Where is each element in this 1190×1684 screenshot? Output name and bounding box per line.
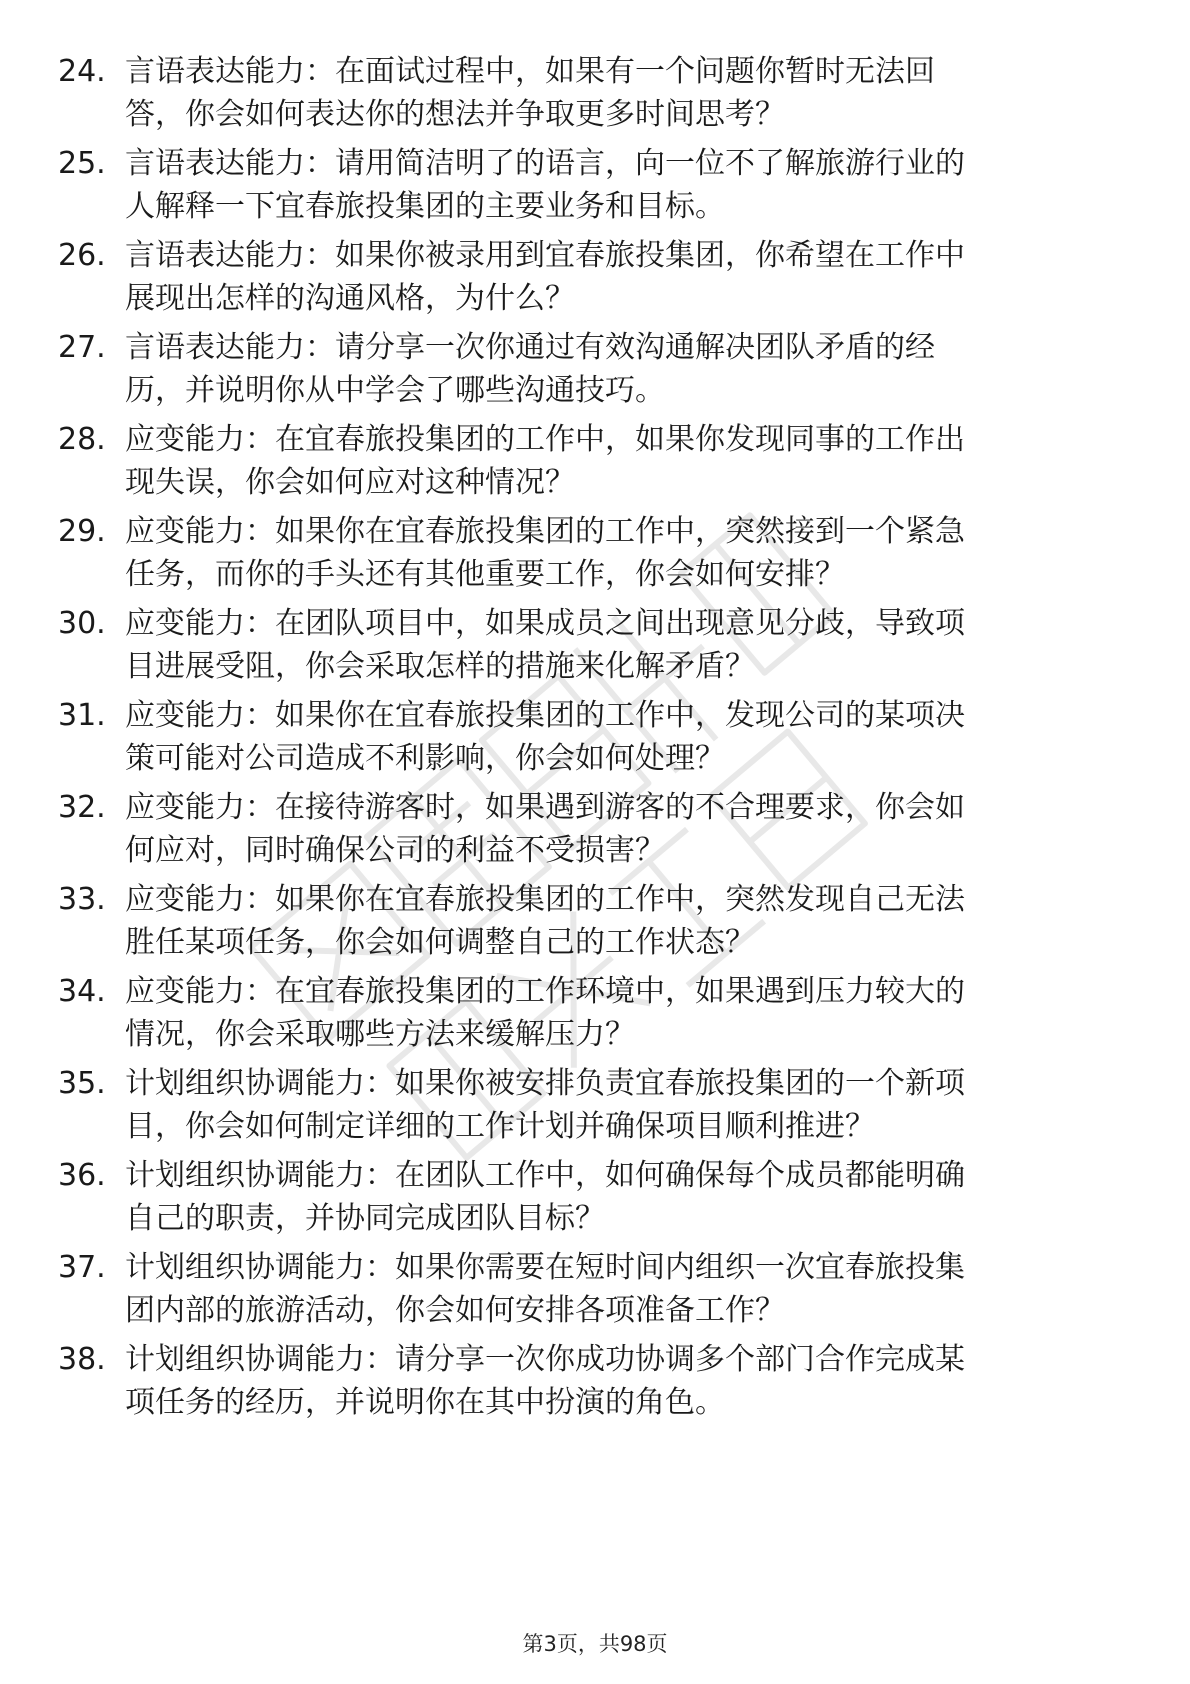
- item-text-line-2: 任务，而你的手头还有其他重要工作，你会如何安排？: [125, 557, 845, 592]
- item-text-line-2: 策可能对公司造成不利影响，你会如何处理？: [125, 741, 725, 776]
- item-text-line-2: 何应对，同时确保公司的利益不受损害？: [125, 833, 665, 868]
- item-text-line-1: 应变能力：在宜春旅投集团的工作中，如果你发现同事的工作出: [125, 422, 965, 457]
- item-number: 36.: [58, 1158, 106, 1193]
- item-text-line-2: 自己的职责，并协同完成团队目标？: [125, 1201, 605, 1236]
- item-text-line-2: 人解释一下宜春旅投集团的主要业务和目标。: [125, 189, 725, 224]
- item-text-line-1: 计划组织协调能力：在团队工作中，如何确保每个成员都能明确: [125, 1158, 965, 1193]
- item-number: 30.: [58, 606, 106, 641]
- item-number: 34.: [58, 974, 106, 1009]
- item-text-line-1: 应变能力：在团队项目中，如果成员之间出现意见分歧，导致项: [125, 606, 965, 641]
- item-number: 29.: [58, 514, 106, 549]
- item-text-line-2: 答，你会如何表达你的想法并争取更多时间思考？: [125, 97, 785, 132]
- item-text-line-1: 言语表达能力：请用简洁明了的语言，向一位不了解旅游行业的: [125, 146, 965, 181]
- item-number: 33.: [58, 882, 106, 917]
- item-text-line-1: 言语表达能力：在面试过程中，如果有一个问题你暂时无法回: [125, 54, 935, 89]
- item-text-line-2: 展现出怎样的沟通风格，为什么？: [125, 281, 575, 316]
- item-text-line-2: 现失误，你会如何应对这种情况？: [125, 465, 575, 500]
- item-text-line-1: 计划组织协调能力：如果你被安排负责宜春旅投集团的一个新项: [125, 1066, 965, 1101]
- item-number: 27.: [58, 330, 106, 365]
- item-number: 38.: [58, 1342, 106, 1377]
- item-text-line-2: 历，并说明你从中学会了哪些沟通技巧。: [125, 373, 665, 408]
- item-number: 26.: [58, 238, 106, 273]
- page-footer: 第3页，共98页: [522, 1632, 668, 1656]
- item-text-line-1: 言语表达能力：如果你被录用到宜春旅投集团，你希望在工作中: [125, 238, 965, 273]
- item-text-line-2: 目进展受阻，你会采取怎样的措施来化解矛盾？: [125, 649, 755, 684]
- item-text-line-2: 情况，你会采取哪些方法来缓解压力？: [125, 1017, 635, 1052]
- item-text-line-1: 计划组织协调能力：如果你需要在短时间内组织一次宜春旅投集: [125, 1250, 965, 1285]
- item-text-line-1: 应变能力：如果你在宜春旅投集团的工作中，发现公司的某项决: [125, 698, 965, 733]
- item-text-line-1: 应变能力：如果你在宜春旅投集团的工作中，突然接到一个紧急: [125, 514, 965, 549]
- item-text-line-1: 应变能力：在宜春旅投集团的工作环境中，如果遇到压力较大的: [125, 974, 965, 1009]
- item-number: 28.: [58, 422, 106, 457]
- item-text-line-1: 应变能力：在接待游客时，如果遇到游客的不合理要求，你会如: [125, 790, 965, 825]
- item-number: 35.: [58, 1066, 106, 1101]
- item-text-line-1: 计划组织协调能力：请分享一次你成功协调多个部门合作完成某: [125, 1342, 965, 1377]
- item-text-line-2: 胜任某项任务，你会如何调整自己的工作状态？: [125, 925, 755, 960]
- item-number: 32.: [58, 790, 106, 825]
- item-text-line-2: 团内部的旅游活动，你会如何安排各项准备工作？: [125, 1293, 785, 1328]
- item-number: 25.: [58, 146, 106, 181]
- item-number: 37.: [58, 1250, 106, 1285]
- item-text-line-1: 言语表达能力：请分享一次你通过有效沟通解决团队矛盾的经: [125, 330, 935, 365]
- item-text-line-2: 项任务的经历，并说明你在其中扮演的角色。: [125, 1385, 725, 1420]
- item-number: 24.: [58, 54, 106, 89]
- item-text-line-2: 目，你会如何制定详细的工作计划并确保项目顺利推进？: [125, 1109, 875, 1144]
- item-text-line-1: 应变能力：如果你在宜春旅投集团的工作中，突然发现自己无法: [125, 882, 965, 917]
- item-number: 31.: [58, 698, 106, 733]
